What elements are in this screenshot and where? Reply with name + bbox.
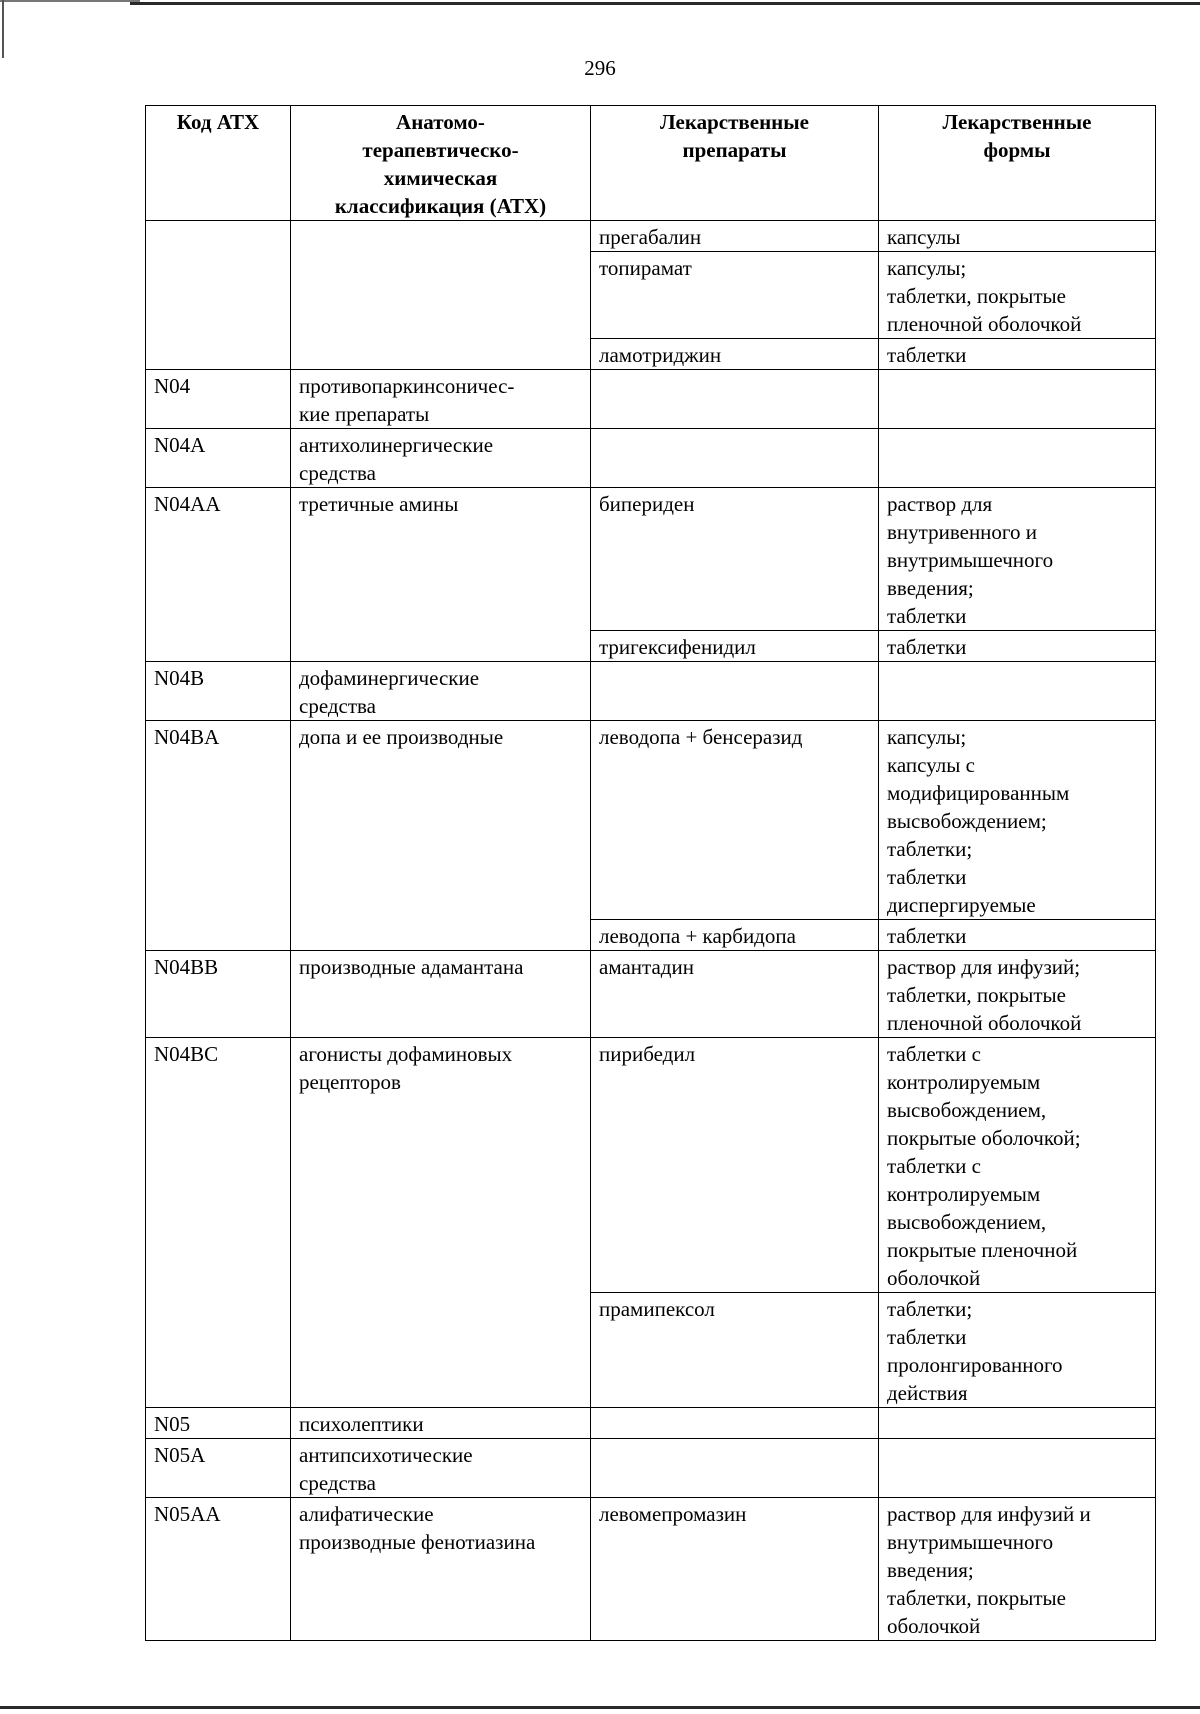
table-row bbox=[146, 429, 1156, 488]
cell-form: капсулы; капсулы с модифицированным высвобождением; таблетки; таблетки диспергируемые bbox=[879, 721, 1156, 920]
table-row bbox=[146, 370, 1156, 429]
cell-form bbox=[879, 370, 1156, 429]
cell-atc: алифатические производные фенотиазина bbox=[291, 1498, 591, 1641]
cell-form: таблетки; таблетки пролонгированного действия bbox=[879, 1293, 1156, 1408]
scan-edge-line bbox=[2, 0, 4, 58]
cell-form: раствор для инфузий и внутримышечного введения; таблетки, покрытые оболочкой bbox=[879, 1498, 1156, 1641]
cell-form bbox=[879, 1408, 1156, 1439]
cell-code bbox=[146, 221, 291, 370]
cell-atc: агонисты дофаминовых рецепторов bbox=[291, 1038, 591, 1408]
cell-drug: топирамат bbox=[591, 252, 879, 339]
cell-form: раствор для внутривенного и внутримышечного введения; таблетки bbox=[879, 488, 1156, 631]
table-row bbox=[146, 951, 1156, 1038]
cell-code: N05 bbox=[146, 1408, 291, 1439]
cell-atc: антипсихотические средства bbox=[291, 1439, 591, 1498]
cell-form: таблетки bbox=[879, 631, 1156, 662]
cell-code: N04BB bbox=[146, 951, 291, 1038]
cell-drug bbox=[591, 370, 879, 429]
scan-edge-line bbox=[130, 2, 1200, 5]
cell-form bbox=[879, 1439, 1156, 1498]
cell-drug bbox=[591, 1408, 879, 1439]
cell-drug: бипериден bbox=[591, 488, 879, 631]
cell-drug: ламотриджин bbox=[591, 339, 879, 370]
cell-code: N04B bbox=[146, 662, 291, 721]
scan-edge-line bbox=[0, 1706, 1200, 1709]
cell-form: таблетки bbox=[879, 339, 1156, 370]
cell-drug: прамипексол bbox=[591, 1293, 879, 1408]
cell-form bbox=[879, 429, 1156, 488]
cell-drug: прегабалин bbox=[591, 221, 879, 252]
cell-drug bbox=[591, 662, 879, 721]
cell-form: капсулы; таблетки, покрытые пленочной оболочкой bbox=[879, 252, 1156, 339]
cell-drug: леводопа + бенсеразид bbox=[591, 721, 879, 920]
cell-atc: антихолинергические средства bbox=[291, 429, 591, 488]
cell-atc: производные адамантана bbox=[291, 951, 591, 1038]
cell-form bbox=[879, 662, 1156, 721]
cell-code: N04A bbox=[146, 429, 291, 488]
cell-drug: левомепромазин bbox=[591, 1498, 879, 1641]
header-code: Код АТХ bbox=[146, 106, 291, 221]
header-forms: Лекарственные формы bbox=[879, 106, 1156, 221]
header-atc: Анатомо- терапевтическо- химическая классификация (АТХ) bbox=[291, 106, 591, 221]
cell-form: таблетки с контролируемым высвобождением, покрытые оболочкой; таблетки с контролируемым высвобождением, покрытые пленочной оболочкой bbox=[879, 1038, 1156, 1293]
table-row bbox=[146, 221, 1156, 252]
cell-atc: допа и ее производные bbox=[291, 721, 591, 951]
table-row bbox=[146, 662, 1156, 721]
cell-code: N04AA bbox=[146, 488, 291, 662]
cell-atc: противопаркинсоничес- кие препараты bbox=[291, 370, 591, 429]
cell-code: N05AA bbox=[146, 1498, 291, 1641]
cell-drug: леводопа + карбидопа bbox=[591, 920, 879, 951]
table-row bbox=[146, 721, 1156, 920]
cell-code: N04 bbox=[146, 370, 291, 429]
cell-form: капсулы bbox=[879, 221, 1156, 252]
cell-code: N04BA bbox=[146, 721, 291, 951]
page-number: 296 bbox=[584, 56, 616, 80]
atc-classification-table bbox=[145, 105, 1156, 1641]
scan-edge-line bbox=[0, 0, 140, 2]
cell-drug: пирибедил bbox=[591, 1038, 879, 1293]
cell-drug: тригексифенидил bbox=[591, 631, 879, 662]
table-row bbox=[146, 488, 1156, 631]
cell-atc: третичные амины bbox=[291, 488, 591, 662]
header-drugs: Лекарственные препараты bbox=[591, 106, 879, 221]
cell-drug bbox=[591, 1439, 879, 1498]
table-header-row bbox=[146, 106, 1156, 221]
cell-atc: дофаминергические средства bbox=[291, 662, 591, 721]
cell-drug bbox=[591, 429, 879, 488]
table-row bbox=[146, 1408, 1156, 1439]
cell-drug: амантадин bbox=[591, 951, 879, 1038]
cell-code: N04BC bbox=[146, 1038, 291, 1408]
cell-atc: психолептики bbox=[291, 1408, 591, 1439]
cell-atc bbox=[291, 221, 591, 370]
table-row bbox=[146, 1439, 1156, 1498]
cell-form: раствор для инфузий; таблетки, покрытые пленочной оболочкой bbox=[879, 951, 1156, 1038]
table-row bbox=[146, 1038, 1156, 1293]
cell-code: N05A bbox=[146, 1439, 291, 1498]
table-row bbox=[146, 1498, 1156, 1641]
cell-form: таблетки bbox=[879, 920, 1156, 951]
